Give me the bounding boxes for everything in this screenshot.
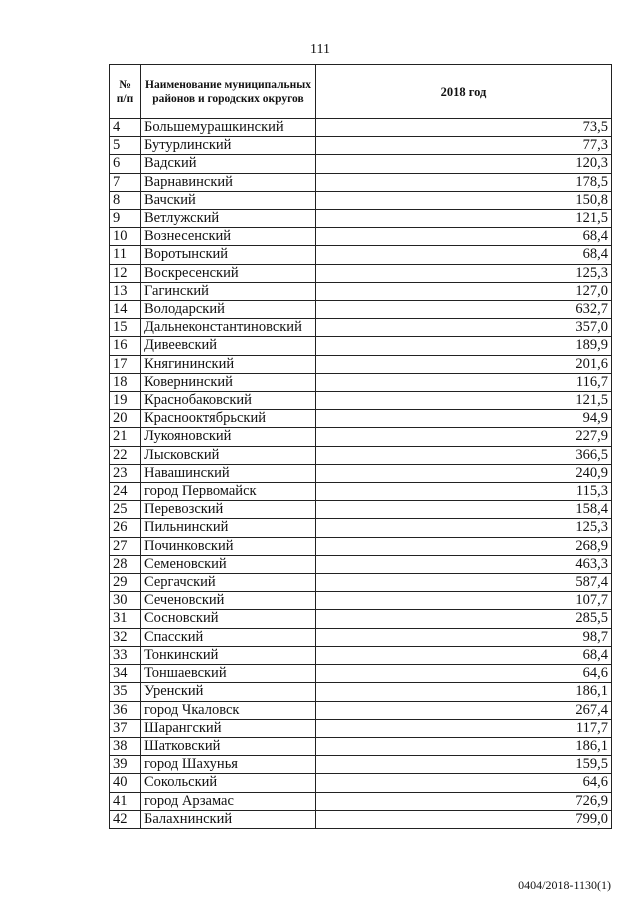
row-value-cell: 186,1 [316, 737, 612, 755]
row-num-cell: 5 [110, 137, 141, 155]
table-row [110, 719, 612, 737]
row-value-cell: 227,9 [316, 428, 612, 446]
table-row [110, 173, 612, 191]
row-value-cell: 587,4 [316, 574, 612, 592]
row-name-cell: Воскресенский [141, 264, 316, 282]
row-name-cell: Володарский [141, 301, 316, 319]
document-code: 0404/2018-1130(1) [518, 878, 611, 892]
table-row [110, 410, 612, 428]
row-num-cell: 14 [110, 301, 141, 319]
row-num-cell: 23 [110, 464, 141, 482]
table-row [110, 665, 612, 683]
row-name-cell: Варнавинский [141, 173, 316, 191]
row-name-cell: Лысковский [141, 446, 316, 464]
row-name-cell: Вадский [141, 155, 316, 173]
row-value-cell: 116,7 [316, 373, 612, 391]
row-name-cell: Пильнинский [141, 519, 316, 537]
row-name-cell: Ковернинский [141, 373, 316, 391]
table-row [110, 246, 612, 264]
table-row [110, 392, 612, 410]
table-row [110, 464, 612, 482]
row-value-cell: 158,4 [316, 501, 612, 519]
row-num-cell: 41 [110, 792, 141, 810]
table-row [110, 774, 612, 792]
row-value-cell: 77,3 [316, 137, 612, 155]
table-row [110, 628, 612, 646]
table-row [110, 574, 612, 592]
row-name-cell: Воротынский [141, 246, 316, 264]
row-value-cell: 201,6 [316, 355, 612, 373]
row-num-cell: 19 [110, 392, 141, 410]
row-value-cell: 121,5 [316, 210, 612, 228]
row-num-cell: 26 [110, 519, 141, 537]
table-row [110, 355, 612, 373]
row-name-cell: Сеченовский [141, 592, 316, 610]
row-name-cell: Шарангский [141, 719, 316, 737]
table-row [110, 592, 612, 610]
row-name-cell: Семеновский [141, 555, 316, 573]
header-name: Наименование муниципальных районов и городских округов [141, 65, 316, 119]
row-value-cell: 127,0 [316, 282, 612, 300]
row-value-cell: 632,7 [316, 301, 612, 319]
row-num-cell: 32 [110, 628, 141, 646]
table-row [110, 264, 612, 282]
table-row [110, 119, 612, 137]
row-num-cell: 12 [110, 264, 141, 282]
row-value-cell: 98,7 [316, 628, 612, 646]
row-name-cell: Лукояновский [141, 428, 316, 446]
row-value-cell: 463,3 [316, 555, 612, 573]
table-row [110, 683, 612, 701]
row-value-cell: 115,3 [316, 483, 612, 501]
row-name-cell: Перевозский [141, 501, 316, 519]
row-value-cell: 178,5 [316, 173, 612, 191]
table-row [110, 282, 612, 300]
row-num-cell: 7 [110, 173, 141, 191]
table-row [110, 810, 612, 828]
table-row [110, 646, 612, 664]
table-row [110, 701, 612, 719]
row-num-cell: 6 [110, 155, 141, 173]
row-name-cell: Бутурлинский [141, 137, 316, 155]
table-row [110, 537, 612, 555]
row-num-cell: 35 [110, 683, 141, 701]
row-num-cell: 21 [110, 428, 141, 446]
table-row [110, 737, 612, 755]
table-row [110, 373, 612, 391]
row-name-cell: Большемурашкинский [141, 119, 316, 137]
row-num-cell: 37 [110, 719, 141, 737]
row-num-cell: 25 [110, 501, 141, 519]
row-num-cell: 38 [110, 737, 141, 755]
row-name-cell: Шатковский [141, 737, 316, 755]
row-num-cell: 4 [110, 119, 141, 137]
row-name-cell: Княгининский [141, 355, 316, 373]
page-number: 111 [310, 42, 330, 57]
row-num-cell: 31 [110, 610, 141, 628]
row-name-cell: Тоншаевский [141, 665, 316, 683]
row-name-cell: Сосновский [141, 610, 316, 628]
table-row [110, 756, 612, 774]
row-num-cell: 39 [110, 756, 141, 774]
row-num-cell: 40 [110, 774, 141, 792]
row-value-cell: 268,9 [316, 537, 612, 555]
row-value-cell: 68,4 [316, 246, 612, 264]
row-value-cell: 94,9 [316, 410, 612, 428]
row-value-cell: 189,9 [316, 337, 612, 355]
table-row [110, 319, 612, 337]
row-num-cell: 29 [110, 574, 141, 592]
table-row [110, 446, 612, 464]
row-value-cell: 73,5 [316, 119, 612, 137]
row-num-cell: 27 [110, 537, 141, 555]
table-row [110, 428, 612, 446]
row-name-cell: Краснооктябрьский [141, 410, 316, 428]
row-name-cell: город Первомайск [141, 483, 316, 501]
row-value-cell: 240,9 [316, 464, 612, 482]
row-value-cell: 117,7 [316, 719, 612, 737]
row-num-cell: 24 [110, 483, 141, 501]
row-value-cell: 107,7 [316, 592, 612, 610]
row-name-cell: Навашинский [141, 464, 316, 482]
row-value-cell: 64,6 [316, 774, 612, 792]
row-num-cell: 42 [110, 810, 141, 828]
row-value-cell: 64,6 [316, 665, 612, 683]
table-row [110, 137, 612, 155]
table-body [110, 119, 612, 829]
row-name-cell: город Чкаловск [141, 701, 316, 719]
row-name-cell: Спасский [141, 628, 316, 646]
row-value-cell: 150,8 [316, 191, 612, 209]
table-row [110, 191, 612, 209]
row-name-cell: Уренский [141, 683, 316, 701]
row-value-cell: 285,5 [316, 610, 612, 628]
table-row [110, 337, 612, 355]
row-value-cell: 159,5 [316, 756, 612, 774]
row-value-cell: 125,3 [316, 264, 612, 282]
header-year: 2018 год [316, 65, 612, 119]
row-num-cell: 8 [110, 191, 141, 209]
row-name-cell: город Арзамас [141, 792, 316, 810]
table-row [110, 228, 612, 246]
row-name-cell: Вачский [141, 191, 316, 209]
row-name-cell: Дальнеконстантиновский [141, 319, 316, 337]
row-name-cell: Ветлужский [141, 210, 316, 228]
row-value-cell: 186,1 [316, 683, 612, 701]
row-num-cell: 36 [110, 701, 141, 719]
table-row [110, 155, 612, 173]
row-num-cell: 9 [110, 210, 141, 228]
row-name-cell: Починковский [141, 537, 316, 555]
table-row [110, 519, 612, 537]
row-num-cell: 33 [110, 646, 141, 664]
row-name-cell: Краснобаковский [141, 392, 316, 410]
table-row [110, 792, 612, 810]
table-row [110, 501, 612, 519]
table-row [110, 555, 612, 573]
row-value-cell: 125,3 [316, 519, 612, 537]
data-table [109, 64, 612, 829]
row-value-cell: 799,0 [316, 810, 612, 828]
row-num-cell: 13 [110, 282, 141, 300]
row-num-cell: 20 [110, 410, 141, 428]
table-header [110, 65, 612, 119]
row-num-cell: 15 [110, 319, 141, 337]
row-name-cell: Сокольский [141, 774, 316, 792]
row-value-cell: 68,4 [316, 228, 612, 246]
header-num: № п/п [110, 65, 141, 119]
row-name-cell: Сергачский [141, 574, 316, 592]
row-num-cell: 18 [110, 373, 141, 391]
row-name-cell: Дивеевский [141, 337, 316, 355]
row-name-cell: город Шахунья [141, 756, 316, 774]
row-num-cell: 11 [110, 246, 141, 264]
row-num-cell: 30 [110, 592, 141, 610]
row-num-cell: 34 [110, 665, 141, 683]
row-num-cell: 16 [110, 337, 141, 355]
row-value-cell: 121,5 [316, 392, 612, 410]
row-value-cell: 120,3 [316, 155, 612, 173]
header-row [110, 65, 612, 119]
table-row [110, 610, 612, 628]
row-name-cell: Гагинский [141, 282, 316, 300]
row-name-cell: Балахнинский [141, 810, 316, 828]
table-row [110, 301, 612, 319]
table-row [110, 210, 612, 228]
row-value-cell: 357,0 [316, 319, 612, 337]
row-num-cell: 22 [110, 446, 141, 464]
row-num-cell: 10 [110, 228, 141, 246]
row-value-cell: 366,5 [316, 446, 612, 464]
row-name-cell: Тонкинский [141, 646, 316, 664]
table-row [110, 483, 612, 501]
row-num-cell: 17 [110, 355, 141, 373]
row-value-cell: 726,9 [316, 792, 612, 810]
row-value-cell: 68,4 [316, 646, 612, 664]
row-name-cell: Вознесенский [141, 228, 316, 246]
row-num-cell: 28 [110, 555, 141, 573]
row-value-cell: 267,4 [316, 701, 612, 719]
